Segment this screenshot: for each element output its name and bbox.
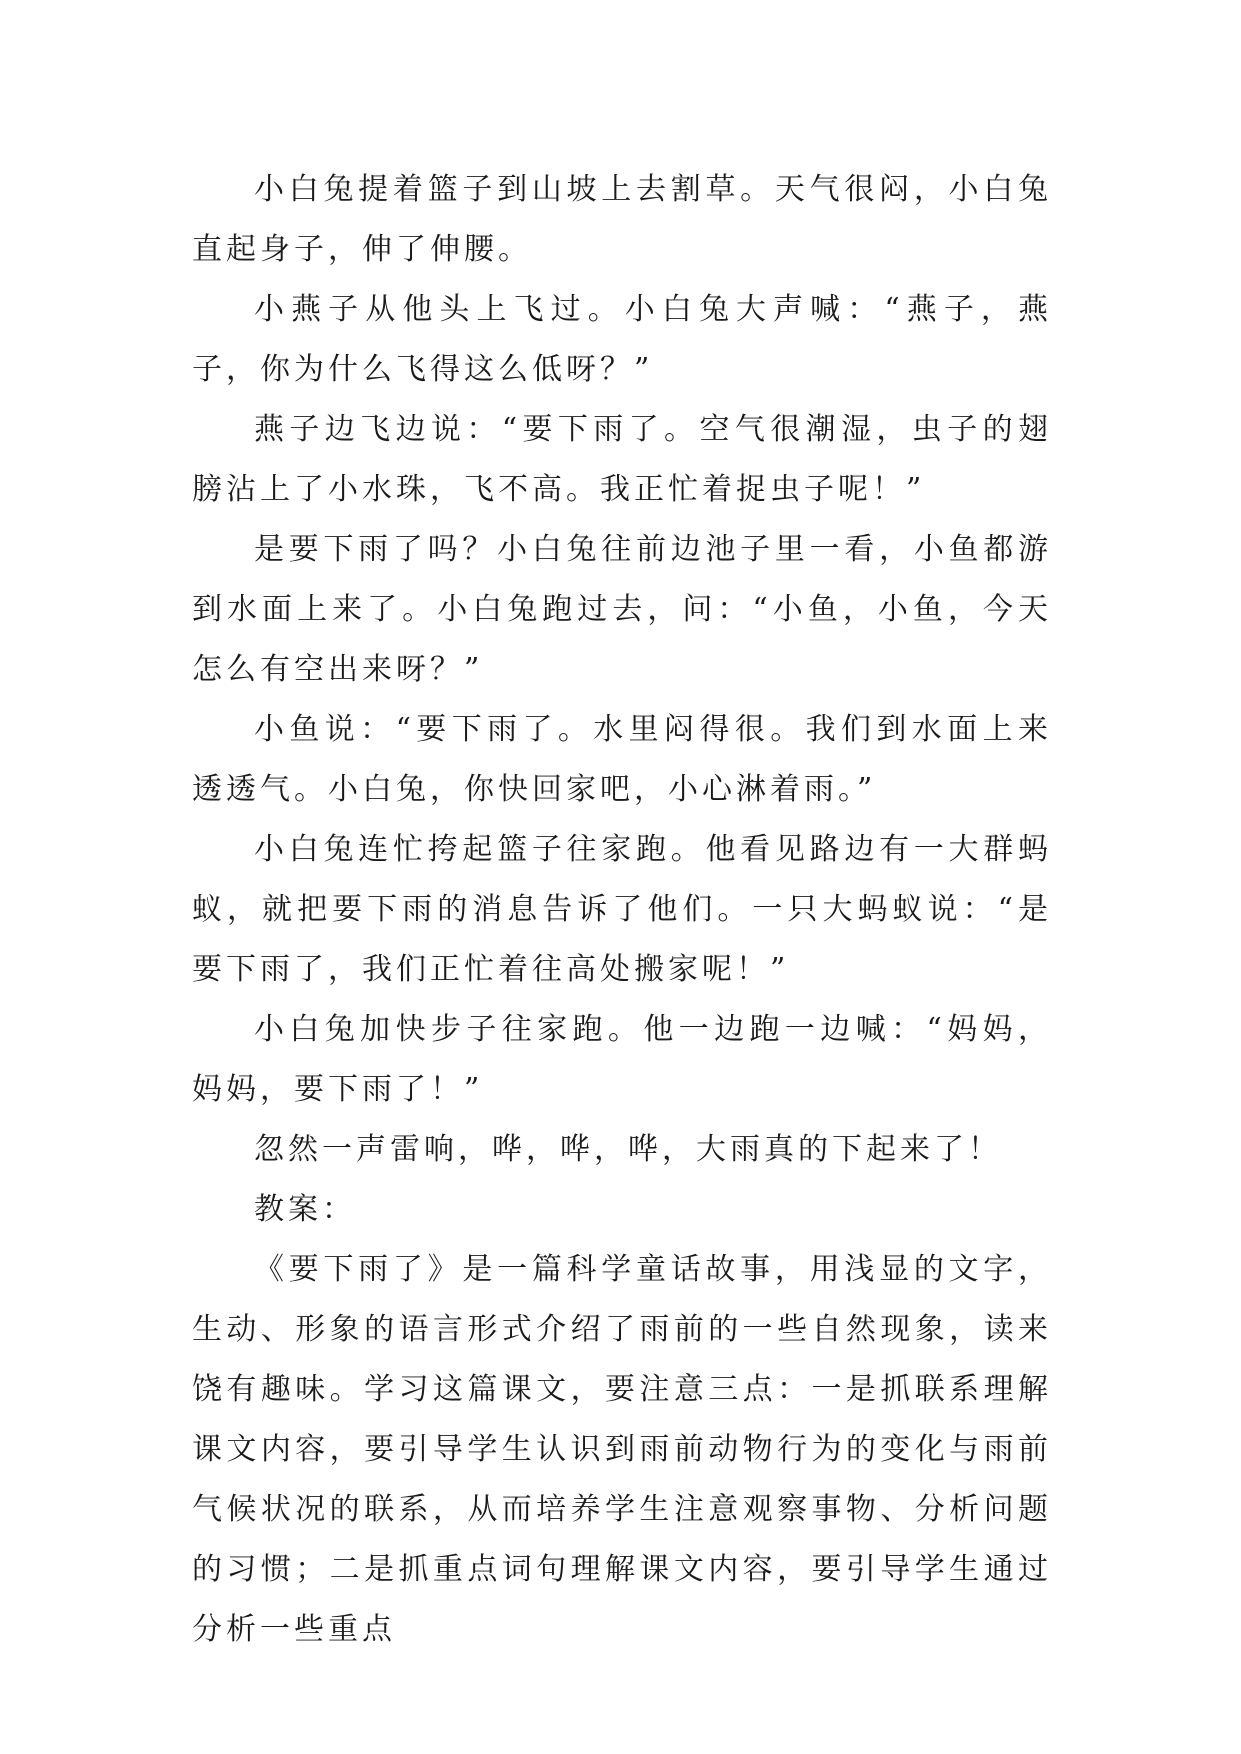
paragraph: 《要下雨了》是一篇科学童话故事，用浅显的文字，生动、形象的语言形式介绍了雨前的一些自然现象，读来饶有趣味。学习这篇课文，要注意三点：一是抓联系理解课文内容，要引导学生认识到雨前动物行为的变化与雨前气候状况的联系，从而培养学生注意观察事物、分析问题的习惯；二是抓重点词句理解课文内容，要引导学生通过分析一些重点 xyxy=(192,1252,1052,1647)
paragraph: 小鱼说：“要下雨了。水里闷得很。我们到水面上来透透气。小白兔，你快回家吧，小心淋着雨。” xyxy=(192,712,1052,807)
paragraph: 小白兔提着篮子到山坡上去割草。天气很闷，小白兔直起身子，伸了伸腰。 xyxy=(192,172,1052,267)
document-body xyxy=(192,160,1052,1660)
paragraph: 燕子边飞边说：“要下雨了。空气很潮湿，虫子的翅膀沾上了小水珠，飞不高。我正忙着捉虫子呢！” xyxy=(192,412,1052,507)
paragraph: 小白兔加快步子往家跑。他一边跑一边喊：“妈妈，妈妈，要下雨了！” xyxy=(192,1012,1052,1107)
paragraph: 是要下雨了吗？小白兔往前边池子里一看，小鱼都游到水面上来了。小白兔跑过去，问：“小鱼，小鱼，今天怎么有空出来呀？” xyxy=(192,532,1052,687)
paragraph: 忽然一声雷响，哗，哗，哗，大雨真的下起来了！ xyxy=(254,1132,1002,1167)
paragraph: 小燕子从他头上飞过。小白兔大声喊：“燕子，燕子，你为什么飞得这么低呀？” xyxy=(192,292,1052,387)
section-heading: 教案： xyxy=(254,1192,356,1227)
paragraph: 小白兔连忙挎起篮子往家跑。他看见路边有一大群蚂蚁，就把要下雨的消息告诉了他们。一只大蚂蚁说：“是要下雨了，我们正忙着往高处搬家呢！” xyxy=(192,832,1052,987)
